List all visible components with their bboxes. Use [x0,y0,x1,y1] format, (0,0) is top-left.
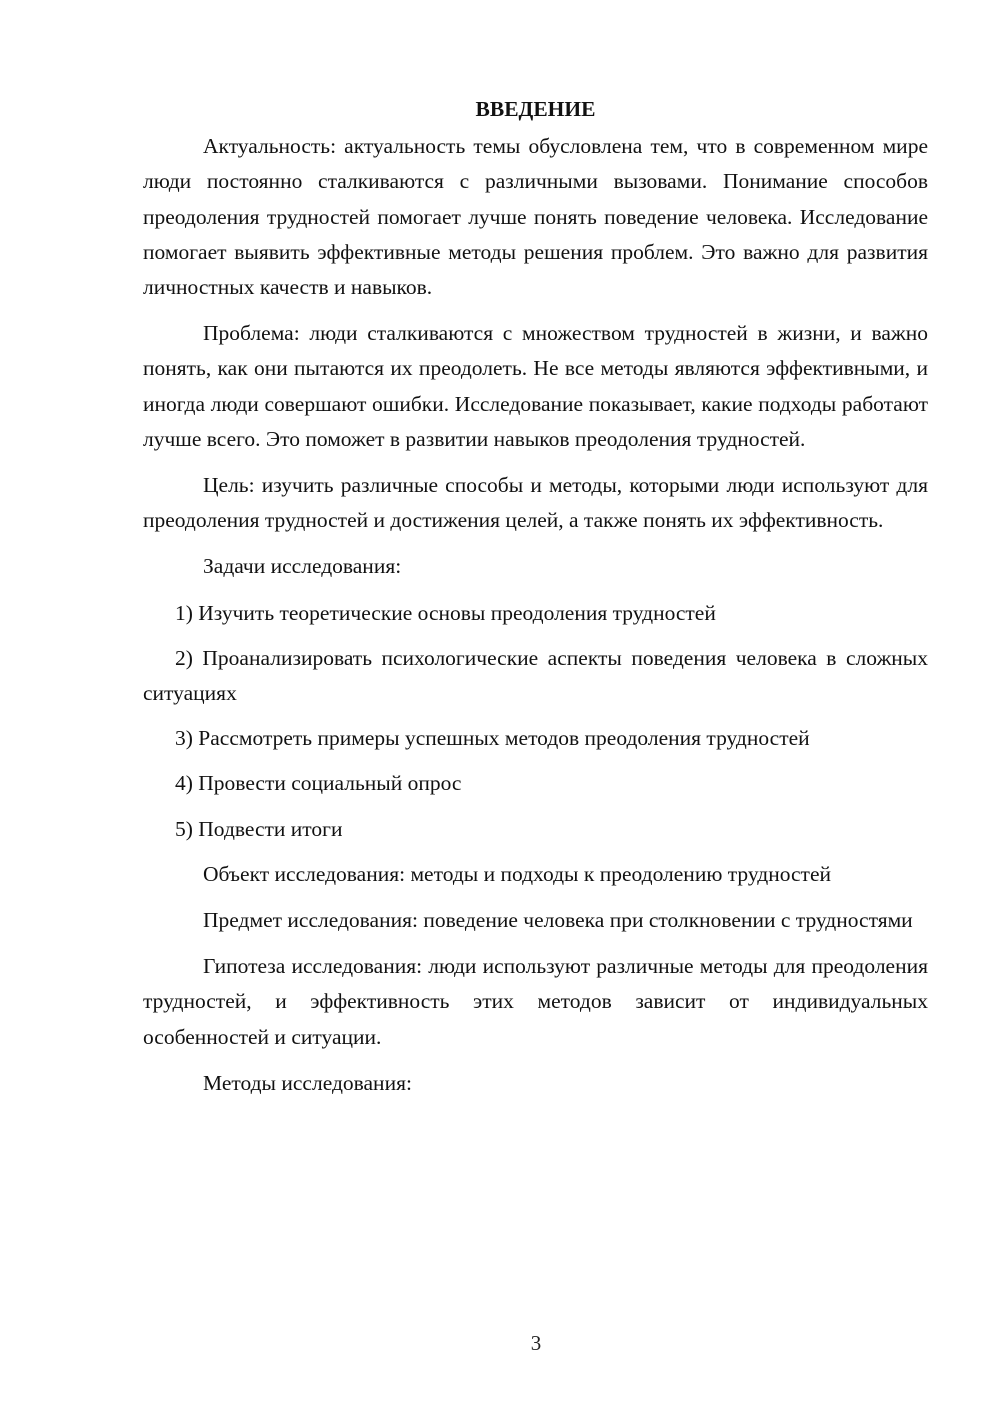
page-title: ВВЕДЕНИЕ [475,97,596,121]
task-item: 5) Подвести итоги [175,816,343,841]
page-number: 3 [530,1331,542,1355]
paragraph-methods-heading: Методы исследования: [203,1070,412,1095]
page-content [143,92,928,1112]
task-item: 1) Изучить теоретические основы преодоления трудностей [175,600,716,625]
paragraph-subject: Предмет исследования: поведение человека при столкновении с трудностями [203,908,913,933]
paragraph-hypothesis: Гипотеза исследования: люди используют различные методы для преодоления трудностей, и эффективность этих методов зависит от индивидуальных особенностей и ситуации. [143,954,928,1049]
paragraph-tasks-heading: Задачи исследования: [203,554,402,579]
paragraph-object: Объект исследования: методы и подходы к преодолению трудностей [203,861,831,886]
task-item: 2) Проанализировать психологические аспекты поведения человека в сложных ситуациях [143,645,928,706]
paragraph-goal: Цель: изучить различные способы и методы, которыми люди используют для преодоления трудностей и достижения целей, а также понять их эффективность. [143,473,928,533]
task-list [143,596,928,847]
paragraph-problem: Проблема: люди сталкиваются с множеством трудностей в жизни, и важно понять, как они пытаются их преодолеть. Не все методы являются эффективными, и иногда люди совершают ошибки. Исследование показывает, какие подходы работают лучше всего. Это поможет в развитии навыков преодоления трудностей. [143,321,928,451]
task-item: 3) Рассмотреть примеры успешных методов преодоления трудностей [175,726,810,751]
paragraph-relevance: Актуальность: актуальность темы обусловлена тем, что в современном мире люди постоянно сталкиваются с различными вызовами. Понимание способов преодоления трудностей помогает лучше понять поведение человека. Исследование помогает выявить эффективные методы решения проблем. Это важно для развития личностных качеств и навыков. [143,134,928,300]
task-item: 4) Провести социальный опрос [175,771,462,796]
